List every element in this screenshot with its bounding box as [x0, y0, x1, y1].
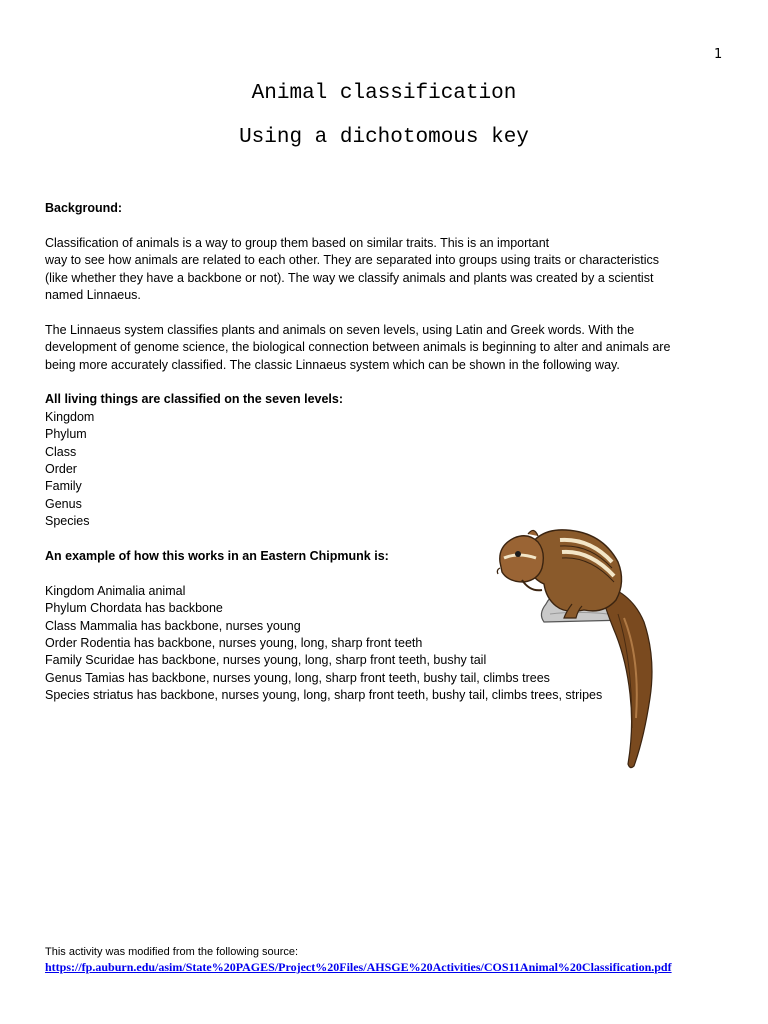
- level-item: Class: [45, 444, 77, 459]
- page-number: 1: [714, 47, 723, 62]
- source-label: This activity was modified from the following source:: [45, 946, 299, 958]
- paragraph-line: named Linnaeus.: [45, 288, 141, 303]
- example-line: Order Rodentia has backbone, nurses young, long, sharp front teeth: [45, 636, 423, 651]
- levels-heading: All living things are classified on the seven levels:: [45, 392, 344, 407]
- example-line: Phylum Chordata has backbone: [45, 601, 223, 616]
- source-footer: [45, 946, 672, 975]
- paragraph-line: way to see how animals are related to each other. They are separated into groups using traits or characteristics: [45, 253, 659, 268]
- eye-shape: [515, 551, 521, 557]
- paragraph-line: being more accurately classified. The classic Linnaeus system which can be shown in the following way.: [45, 357, 620, 372]
- example-line: Class Mammalia has backbone, nurses young: [45, 618, 301, 633]
- tail-shape: [602, 588, 652, 768]
- paragraph-line: development of genome science, the biological connection between animals is beginning to alter and animals are: [45, 340, 671, 355]
- background-heading: Background:: [45, 201, 123, 215]
- paragraph-line: Classification of animals is a way to group them based on similar traits. This is an important: [45, 235, 550, 250]
- source-link[interactable]: https://fp.auburn.edu/asim/State%20PAGES/Project%20Files/AHSGE%20Activities/COS11Animal%20Classification.pdf: [45, 960, 672, 974]
- level-item: Family: [45, 479, 82, 494]
- level-item: Species: [45, 514, 90, 529]
- example-heading: An example of how this works in an Eastern Chipmunk is:: [45, 549, 389, 564]
- level-item: Kingdom: [45, 409, 95, 424]
- level-item: Genus: [45, 496, 82, 511]
- level-item: Phylum: [45, 427, 87, 442]
- page-title: Animal classification: [251, 82, 517, 105]
- example-line: Family Scuridae has backbone, nurses young, long, sharp front teeth, bushy tail: [45, 653, 487, 668]
- example-line: Kingdom Animalia animal: [45, 583, 186, 598]
- page-subtitle: Using a dichotomous key: [239, 126, 529, 149]
- example-line: Genus Tamias has backbone, nurses young, long, sharp front teeth, bushy tail, climbs trees: [45, 670, 550, 685]
- paragraph-line: (like whether they have a backbone or not). The way we classify animals and plants was created by a scientist: [45, 270, 654, 285]
- paragraph-line: The Linnaeus system classifies plants and animals on seven levels, using Latin and Greek words. With the: [45, 322, 635, 337]
- level-item: Order: [45, 462, 77, 477]
- head-shape: [500, 536, 544, 582]
- example-line: Species striatus has backbone, nurses young, long, sharp front teeth, bushy tail, climbs trees, stripes: [45, 688, 603, 703]
- chipmunk-illustration: [494, 518, 674, 774]
